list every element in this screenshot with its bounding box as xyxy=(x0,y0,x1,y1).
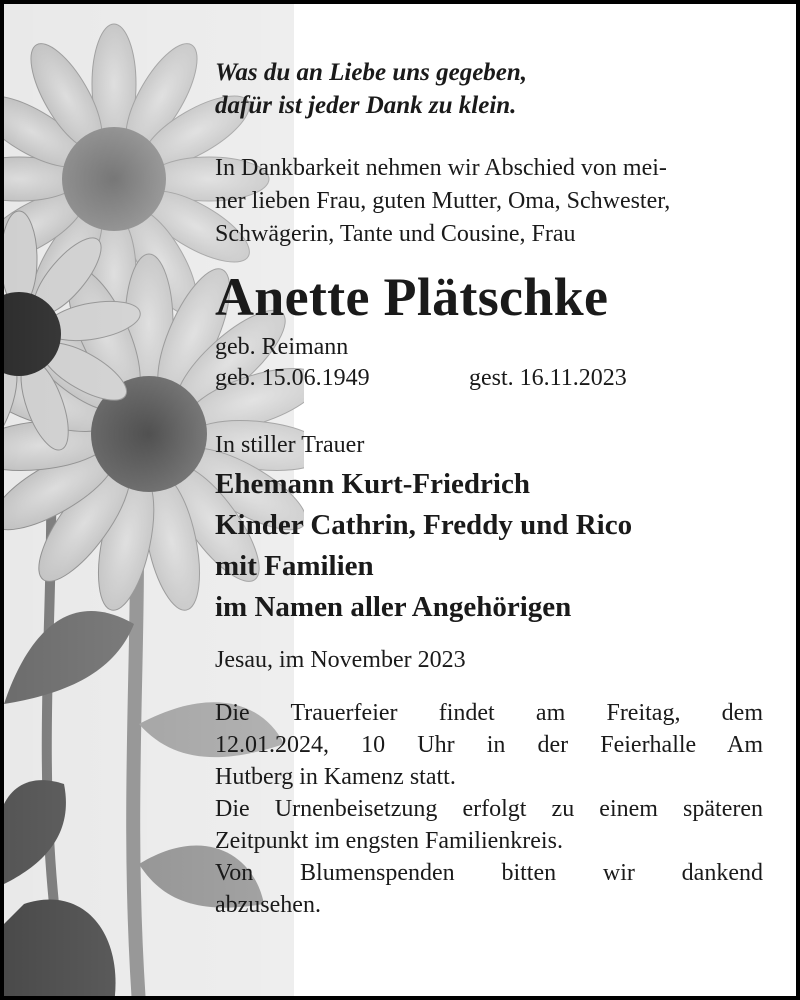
place-date: Jesau, im November 2023 xyxy=(215,647,466,673)
notice-line: abzusehen. xyxy=(215,892,321,918)
obituary-text xyxy=(215,56,763,921)
mourner-line: mit Familien xyxy=(215,550,374,582)
deceased-name: Anette Plätschke xyxy=(215,267,609,327)
funeral-notice xyxy=(215,697,763,921)
farewell-intro xyxy=(215,152,763,251)
intro-line: ner lieben Frau, guten Mutter, Oma, Schwester, xyxy=(215,188,671,214)
birth-date: geb. 15.06.1949 xyxy=(215,365,370,391)
motto-verse xyxy=(215,56,763,122)
death-date: gest. 16.11.2023 xyxy=(469,365,627,391)
mourners-list xyxy=(215,464,763,628)
life-dates xyxy=(215,363,763,394)
intro-line: Schwägerin, Tante und Cousine, Frau xyxy=(215,221,576,247)
notice-line: 12.01.2024, 10 Uhr in der Feierhalle Am xyxy=(215,732,763,758)
mourner-line: Ehemann Kurt-Friedrich xyxy=(215,468,530,500)
notice-line: Die Trauerfeier findet am Freitag, dem xyxy=(215,700,763,726)
motto-line: Was du an Liebe uns gegeben, xyxy=(215,59,528,86)
mourning-intro: In stiller Trauer xyxy=(215,432,365,458)
mourner-line: im Namen aller Angehörigen xyxy=(215,591,572,623)
notice-line: Die Urnenbeisetzung erfolgt zu einem späteren xyxy=(215,796,763,822)
intro-line: In Dankbarkeit nehmen wir Abschied von mei- xyxy=(215,155,667,181)
maiden-name: geb. Reimann xyxy=(215,334,349,360)
notice-line: Zeitpunkt im engsten Familienkreis. xyxy=(215,828,563,854)
notice-line: Von Blumenspenden bitten wir dankend xyxy=(215,860,763,886)
notice-line: Hutberg in Kamenz statt. xyxy=(215,764,456,790)
motto-line: dafür ist jeder Dank zu klein. xyxy=(215,92,517,119)
mourner-line: Kinder Cathrin, Freddy und Rico xyxy=(215,509,633,541)
